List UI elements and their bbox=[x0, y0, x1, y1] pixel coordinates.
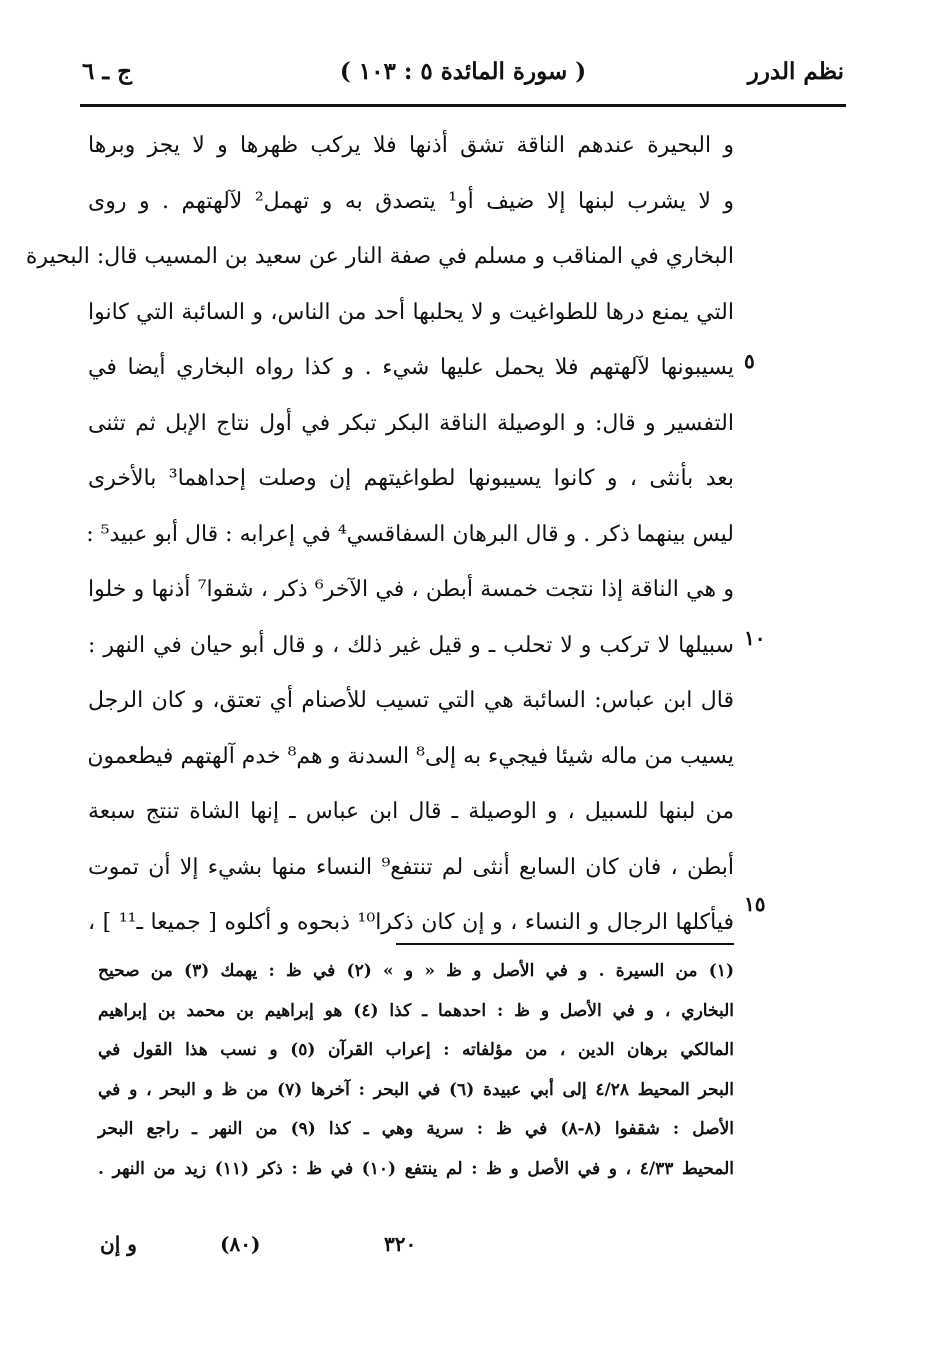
page-number: ٣٢٠ bbox=[384, 1232, 417, 1256]
footnote-line: المحيط ٤/٣٣ ، و في الأصل و ظ : لم ينتفع (١٠) في ظ : ذكر (١١) زيد من النهر . bbox=[98, 1158, 735, 1179]
text-line: و البحيرة عندهم الناقة تشق أذنها فلا يركب ظهرها و لا يجز وبرها bbox=[88, 133, 734, 158]
footnote-line: (١) من السيرة . و في الأصل و ظ « و » (٢) في ظ : يهمك (٣) من صحيح bbox=[98, 961, 734, 981]
footnote-rule bbox=[396, 943, 734, 945]
text-line: يسيب من ماله شيئا فيجيء به إلى⁸ السدنة و هم⁸ خدم آلهتهم فيطعمون bbox=[87, 743, 734, 769]
text-line: التفسير و قال: و الوصيلة الناقة البكر تبكر في أول نتاج الإبل ثم تثنى bbox=[88, 410, 734, 436]
text-line: البخاري في المناقب و مسلم في صفة النار عن سعيد بن المسيب قال: البحيرة bbox=[25, 244, 734, 269]
line-number-15: ١٥ bbox=[744, 892, 766, 916]
text-line: و هي الناقة إذا نتجت خمسة أبطن ، في الآخر⁶ ذكر ، شقوا⁷ أذنها و خلوا bbox=[88, 577, 734, 602]
text-line: أبطن ، فان كان السابع أنثى لم تنتفع⁹ النساء منها بشيء إلا أن تموت bbox=[88, 854, 734, 880]
volume-number: ج ـ ٦ bbox=[82, 58, 132, 85]
text-line: يسيبونها لآلهتهم فلا يحمل عليها شيء . و كذا رواه البخاري أيضا في bbox=[88, 355, 734, 380]
text-line: التي يمنع درها للطواغيت و لا يحلبها أحد من الناس، و السائبة التي كانوا bbox=[88, 299, 734, 325]
footnotes bbox=[98, 952, 734, 1189]
book-title: نظم الدرر bbox=[747, 58, 844, 85]
footnote-line: الأصل : شقفوا (٨-٨) في ظ : سرية وهي ـ كذا (٩) من النهر ـ راجع البحر bbox=[98, 1119, 734, 1139]
text-line: ليس بينهما ذكر . و قال البرهان السفاقسي⁴ في إعرابه : قال أبو عبيد⁵ : bbox=[86, 521, 734, 547]
catchword: و إن bbox=[100, 1232, 137, 1256]
line-number-5: ٥ bbox=[744, 349, 755, 373]
text-line: من لبنها للسبيل ، و الوصيلة ـ قال ابن عباس ـ إنها الشاة تنتج سبعة bbox=[88, 799, 734, 824]
header-rule bbox=[80, 104, 846, 107]
main-text bbox=[25, 118, 735, 951]
text-line: بعد بأنثى ، و كانوا يسيبونها لطواغيتهم إن وصلت إحداهما³ بالأخرى bbox=[88, 466, 735, 491]
text-line: و لا يشرب لبنها إلا ضيف أو¹ يتصدق به و تهمل² لآلهتهم . و روى bbox=[88, 188, 734, 214]
footnote-line: المالكي برهان الدين ، من مؤلفاته : إعراب القرآن (٥) و نسب هذا القول في bbox=[98, 1040, 734, 1060]
footnote-line: البحر المحيط ٤/٢٨ إلى أبي عبيدة (٦) في البحر : آخرها (٧) من ظ و البحر ، و في bbox=[98, 1079, 734, 1100]
text-line: قال ابن عباس: السائبة هي التي تسيب للأصنام أي تعتق، و كان الرجل bbox=[88, 688, 734, 713]
page-footer bbox=[92, 1228, 472, 1264]
line-number-10: ١٠ bbox=[744, 626, 766, 650]
surah-reference: ( سورة المائدة ٥ : ١٠٣ ) bbox=[339, 58, 587, 85]
text-line: سبيلها لا تركب و لا تحلب ـ و قيل غير ذلك ، و قال أبو حيان في النهر : bbox=[88, 632, 734, 658]
signature-mark: (٨٠) bbox=[220, 1232, 261, 1256]
text-line: فيأكلها الرجال و النساء ، و إن كان ذكرا¹⁰ ذبحوه و أكلوه [ جميعا ـ¹¹ ] ، bbox=[88, 910, 734, 935]
running-header bbox=[82, 52, 844, 96]
footnote-line: البخاري ، و في الأصل و ظ : احدهما ـ كذا (٤) هو إبراهيم بن محمد بن إبراهيم bbox=[98, 1000, 734, 1021]
